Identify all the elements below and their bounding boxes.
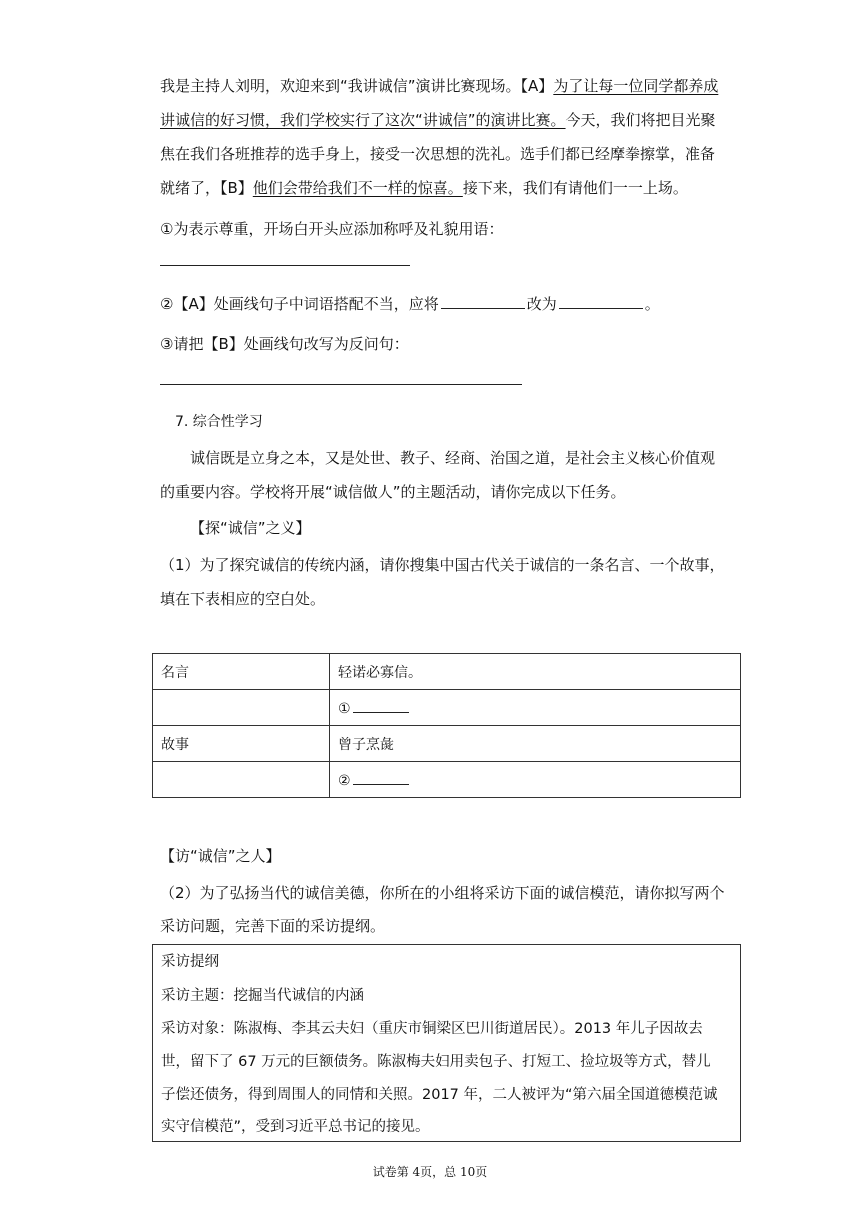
table-cell-label: 故事 [153,726,330,762]
table-row [153,762,741,798]
intro-line-1 [160,76,718,96]
question-2-text: ②【A】处画线句子中词语搭配不当，应将 [160,295,439,313]
table-row [153,726,741,762]
table-cell-empty [153,762,330,798]
question-1: ①为表示尊重，开场白开头应添加称呼及礼貌用语： [160,220,504,238]
table-cell-value: 曾子烹彘 [330,726,741,762]
intro-line-3: 焦在我们各班推荐的选手身上，接受一次思想的洗礼。选手们都已经摩拳擦掌，准备 [160,145,716,163]
underlined-sentence-a-cont: 讲诚信的好习惯，我们学校实行了这次“讲诚信”的演讲比赛。 [160,111,566,129]
question-2-text: 。 [644,295,660,313]
task-1: （1）为了探究诚信的传统内涵，请你搜集中国古代关于诚信的一条名言、一个故事， [160,556,725,574]
section-7-title: 7. 综合性学习 [175,414,263,430]
page-footer: 试卷第 4页，总 10页 [372,1165,488,1179]
question-3: ③请把【B】处画线句改写为反问句： [160,335,409,353]
circled-number: ① [338,700,351,717]
answer-blank-table-2[interactable] [353,771,409,785]
outline-subject: 实守信模范”，受到习近平总书记的接见。 [161,1119,430,1135]
intro-line-2 [160,110,716,130]
answer-blank-2b[interactable] [559,294,643,309]
underlined-sentence-a: 为了让每一位同学都养成 [553,77,719,95]
intro-line-4 [160,178,688,198]
heading-visit: 【访“诚信”之人】 [160,847,281,865]
intro-text: 我是主持人刘明，欢迎来到“我讲诚信”演讲比赛现场。【A】 [160,77,554,95]
answer-line-1[interactable] [160,265,410,266]
intro-text: 接下来，我们有请他们一一上场。 [462,179,688,197]
table-cell-empty [153,690,330,726]
table-cell-value: 轻诺必寡信。 [330,654,741,690]
interview-outline-box [152,944,741,1142]
section-7-para: 的重要内容。学校将开展“诚信做人”的主题活动，请你完成以下任务。 [160,483,626,501]
question-2-text: 改为 [526,295,557,313]
heading-explore: 【探“诚信”之义】 [190,519,311,537]
table-cell-answer[interactable] [330,690,741,726]
task-2: （2）为了弘扬当代的诚信美德，你所在的小组将采访下面的诚信模范，请你拟写两个 [160,884,725,902]
outline-title: 采访提纲 [161,954,219,970]
underlined-sentence-b: 他们会带给我们不一样的惊喜。 [252,179,463,197]
outline-subject: 采访对象：陈淑梅、李其云夫妇（重庆市铜梁区巴川街道居民）。2013 年儿子因故去 [161,1021,703,1037]
question-2 [160,294,660,314]
intro-text: 今天，我们将把目光聚 [565,111,716,129]
intro-text: 就绪了，【B】 [160,179,253,197]
table-row [153,690,741,726]
quote-story-table [152,653,741,798]
outline-theme: 采访主题：挖掘当代诚信的内涵 [161,988,364,1004]
table-cell-answer[interactable] [330,762,741,798]
table-cell-label: 名言 [153,654,330,690]
task-2: 采访问题，完善下面的采访提纲。 [160,917,386,935]
answer-blank-table-1[interactable] [353,699,409,713]
circled-number: ② [338,772,351,789]
outline-subject: 世，留下了 67 万元的巨额债务。陈淑梅夫妇用卖包子、打短工、捡垃圾等方式，替儿 [161,1054,711,1070]
answer-blank-2a[interactable] [441,294,525,309]
outline-subject: 子偿还债务，得到周围人的同情和关照。2017 年，二人被评为“第六届全国道德模范诚 [161,1087,718,1103]
task-1: 填在下表相应的空白处。 [160,590,326,608]
section-7-para: 诚信既是立身之本，又是处世、教子、经商、治国之道，是社会主义核心价值观 [190,449,716,467]
table-row [153,654,741,690]
answer-line-3[interactable] [160,384,522,385]
